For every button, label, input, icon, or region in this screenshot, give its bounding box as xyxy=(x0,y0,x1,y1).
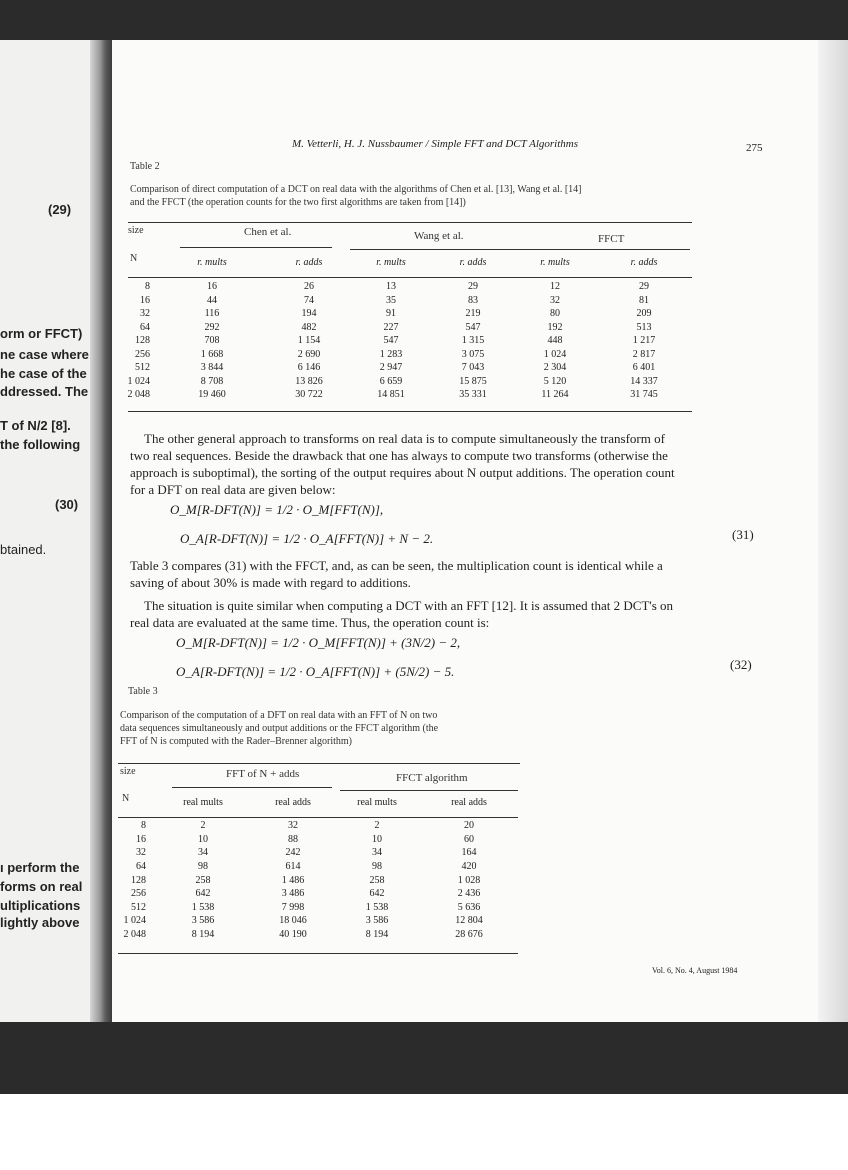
table-row xyxy=(120,280,692,294)
table2-cell: 2 690 xyxy=(297,348,321,360)
table2-cell: 547 xyxy=(465,321,481,333)
table3-size-label: size xyxy=(120,766,136,777)
table3-cell: 642 xyxy=(369,888,385,900)
table2-cell: 6 659 xyxy=(379,375,403,387)
table3-cell: 2 048 xyxy=(123,929,146,941)
left-fragment: forms on real xyxy=(0,879,83,894)
table3-group-ffct: FFCT algorithm xyxy=(396,772,468,784)
table3-cell: 8 194 xyxy=(191,929,215,941)
table2-cell: 64 xyxy=(140,321,150,333)
table3-cell: 10 xyxy=(198,833,208,845)
table3-n-label: N xyxy=(122,793,130,804)
table3-subheader-row xyxy=(114,792,518,812)
table2-cell: 1 024 xyxy=(127,375,150,387)
table3-cell: 2 436 xyxy=(457,888,481,900)
table2-cell: 6 146 xyxy=(297,362,321,374)
table3-group-rule xyxy=(172,787,332,788)
table3-cell: 2 xyxy=(374,820,380,832)
table3-cell: 34 xyxy=(198,847,208,859)
table2-cell: 32 xyxy=(140,308,150,320)
table2-cell: 44 xyxy=(207,294,217,306)
table2-subheader: r. mults xyxy=(197,256,227,268)
table2-subheader: r. mults xyxy=(376,256,406,268)
table2-cell: 708 xyxy=(204,335,220,347)
table2-cell: 7 043 xyxy=(461,362,485,374)
left-fragment: he case of the xyxy=(0,366,87,381)
table2-cell: 3 075 xyxy=(461,348,485,360)
table3-subheader: real adds xyxy=(275,796,311,808)
equation-32-line2: O_A[R-DFT(N)] = 1/2 · O_A[FFT(N)] + (5N/2) − 5. xyxy=(176,664,455,679)
table2-cell: 81 xyxy=(639,294,649,306)
equation-31-line2: O_A[R-DFT(N)] = 1/2 · O_A[FFT(N)] + N − 2. xyxy=(180,531,434,546)
body-paragraph-3 xyxy=(130,597,673,631)
table2-cell: 192 xyxy=(547,321,563,333)
table2-subheader: r. adds xyxy=(295,256,323,268)
table2-group-ffct: FFCT xyxy=(598,233,625,245)
table2-cell: 2 304 xyxy=(543,362,567,374)
table3-cell: 1 538 xyxy=(365,901,389,913)
table2-cell: 2 048 xyxy=(127,389,150,401)
table2-cell: 227 xyxy=(383,321,399,333)
table2-size-label: size xyxy=(128,225,144,236)
table2-group-rule xyxy=(180,247,332,248)
left-fragment: orm or FFCT) xyxy=(0,326,83,341)
table2-cell: 2 817 xyxy=(632,348,656,360)
table2-subheader-row xyxy=(120,252,692,272)
table2-subheader: r. adds xyxy=(459,256,487,268)
table2-subheader: r. mults xyxy=(540,256,570,268)
left-fragment: ne case where xyxy=(0,347,89,362)
left-fragment: lightly above xyxy=(0,915,80,930)
table3-cell: 614 xyxy=(285,861,301,873)
table3-cell: 642 xyxy=(195,888,211,900)
body-paragraph-1 xyxy=(130,430,675,498)
table2-cell: 209 xyxy=(636,308,652,320)
table3-cell: 32 xyxy=(288,820,298,832)
left-fragment: (30) xyxy=(55,497,79,512)
table3-subheader: real mults xyxy=(183,796,223,808)
table3-cell: 8 194 xyxy=(365,929,389,941)
table2-cell: 8 xyxy=(145,281,150,293)
table3-cell: 258 xyxy=(195,874,211,886)
table3-label: Table 3 xyxy=(128,686,158,697)
table3-group-fft: FFT of N + adds xyxy=(226,768,300,780)
table3-cell: 7 998 xyxy=(281,901,305,913)
table-row xyxy=(120,321,692,335)
table2-cell: 14 851 xyxy=(377,389,405,401)
table2-cell: 194 xyxy=(301,308,317,320)
table3-subheader: real mults xyxy=(357,796,397,808)
table2-caption-line1: Comparison of direct computation of a DCT on real data with the algorithms of Chen et al. [13], Wang et al. [14] xyxy=(130,184,582,195)
table2-cell: 16 xyxy=(207,281,217,293)
table2-top-rule xyxy=(128,222,692,223)
table3-cell: 10 xyxy=(372,833,382,845)
table2-cell: 12 xyxy=(550,281,560,293)
table3-cell: 60 xyxy=(464,833,474,845)
table-row xyxy=(114,860,518,874)
table3-cell: 1 486 xyxy=(281,874,305,886)
table2-group-wang: Wang et al. xyxy=(414,230,464,242)
equation-31-number: (31) xyxy=(732,527,754,542)
table2-cell: 16 xyxy=(140,294,150,306)
table3-caption-line2: data sequences simultaneously and output additions or the FFCT algorithm (the xyxy=(120,723,439,734)
table3-cell: 256 xyxy=(131,888,146,900)
scan-top-border xyxy=(0,0,848,40)
paragraph-line: Table 3 compares (31) with the FFCT, and, as can be seen, the multiplication count is identical while a xyxy=(130,558,663,573)
table2-cell: 512 xyxy=(135,362,150,374)
table2-cell: 128 xyxy=(135,335,150,347)
table2-cell: 547 xyxy=(383,335,399,347)
table-row xyxy=(114,914,518,928)
table2-cell: 1 315 xyxy=(461,335,485,347)
table3-caption-line3: FFT of N is computed with the Rader–Brenner algorithm) xyxy=(120,736,352,747)
table2-label: Table 2 xyxy=(130,161,160,172)
table-row xyxy=(114,833,518,847)
paragraph-line: The other general approach to transforms on real data is to compute simultaneously the transform of xyxy=(144,431,665,446)
table3-group-rule xyxy=(340,790,518,791)
table3-cell: 12 804 xyxy=(455,915,483,927)
table-row xyxy=(120,388,692,402)
table3-cell: 3 486 xyxy=(281,888,305,900)
table3-cell: 242 xyxy=(285,847,301,859)
table2-n-label: N xyxy=(130,253,138,264)
table2-cell: 11 264 xyxy=(541,389,569,401)
table3-cell: 258 xyxy=(369,874,385,886)
table2-cell: 35 xyxy=(386,294,396,306)
table2-cell: 513 xyxy=(636,321,652,333)
table3-cell: 1 028 xyxy=(457,874,481,886)
table-row xyxy=(120,348,692,362)
left-fragment: ı perform the xyxy=(0,860,80,875)
table2-cell: 2 947 xyxy=(379,362,403,374)
table2-cell: 91 xyxy=(386,308,396,320)
table2-cell: 26 xyxy=(304,281,314,293)
table2-cell: 15 875 xyxy=(459,375,487,387)
paragraph-line: saving of about 30% is made with regard to additions. xyxy=(130,575,411,590)
book-gutter-shadow xyxy=(90,40,112,1030)
paragraph-line: real data are evaluated at the same time. Thus, the operation count is: xyxy=(130,615,490,630)
table2-cell: 1 217 xyxy=(632,335,656,347)
table2-cell: 19 460 xyxy=(198,389,226,401)
table2-cell: 1 154 xyxy=(297,335,321,347)
table2-cell: 482 xyxy=(301,321,317,333)
table3-cell: 16 xyxy=(136,833,146,845)
table2-cell: 292 xyxy=(204,321,220,333)
equation-32-line1: O_M[R-DFT(N)] = 1/2 · O_M[FFT(N)] + (3N/2) − 2, xyxy=(176,635,461,650)
table3-cell: 88 xyxy=(288,833,298,845)
table2-cell: 13 xyxy=(386,281,396,293)
left-fragment: ultiplications xyxy=(0,898,81,913)
page-edge xyxy=(818,40,848,1030)
left-fragment: btained. xyxy=(0,542,47,557)
table-row xyxy=(114,887,518,901)
running-head: M. Vetterli, H. J. Nussbaumer / Simple FFT and DCT Algorithms xyxy=(292,138,579,150)
table3-cell: 512 xyxy=(131,901,146,913)
table3-cell: 98 xyxy=(372,861,382,873)
left-fragment: (29) xyxy=(48,202,72,217)
paragraph-line: approach is suboptimal), the sorting of the output requires about N output additions. The operation count xyxy=(130,465,675,480)
table-row xyxy=(114,819,518,833)
table2-cell: 14 337 xyxy=(630,375,658,387)
table2-cell: 30 722 xyxy=(295,389,323,401)
table2-cell: 1 668 xyxy=(200,348,224,360)
table2-cell: 13 826 xyxy=(295,375,323,387)
table2-cell: 219 xyxy=(465,308,481,320)
paragraph-line: The situation is quite similar when computing a DCT with an FFT [12]. It is assumed that 2 DCT's on xyxy=(144,598,674,613)
table3-cell: 28 676 xyxy=(455,929,483,941)
table3-cell: 164 xyxy=(461,847,477,859)
body-paragraph-2 xyxy=(130,557,663,591)
journal-footer: Vol. 6, No. 4, August 1984 xyxy=(652,966,738,975)
table3-bottom-rule xyxy=(118,953,518,954)
paragraph-line: two real sequences. Beside the drawback that one has always to compute two transforms (otherwise the xyxy=(130,448,668,463)
table2-cell: 116 xyxy=(204,308,220,320)
table-row xyxy=(114,873,518,887)
table2-cell: 74 xyxy=(304,294,314,306)
table3-cell: 420 xyxy=(461,861,477,873)
equation-31-line1: O_M[R-DFT(N)] = 1/2 · O_M[FFT(N)], xyxy=(170,502,384,517)
table2-cell: 35 331 xyxy=(459,389,487,401)
left-fragment: ddressed. The xyxy=(0,384,89,399)
table-row xyxy=(114,901,518,915)
table3-cell: 8 xyxy=(141,820,146,832)
table-row xyxy=(120,334,692,348)
table2-caption-line2: and the FFCT (the operation counts for the two first algorithms are taken from [14]) xyxy=(130,197,466,208)
table2-cell: 3 844 xyxy=(200,362,224,374)
table3-cell: 1 024 xyxy=(123,915,146,927)
page-number: 275 xyxy=(746,142,763,154)
table2-subheader: r. adds xyxy=(630,256,658,268)
left-fragment: T of N/2 [8]. xyxy=(0,418,71,433)
table2-cell: 448 xyxy=(547,335,563,347)
table3-cell: 34 xyxy=(372,847,382,859)
left-fragment: the following xyxy=(0,437,81,452)
table3-cell: 98 xyxy=(198,861,208,873)
table2-bottom-rule xyxy=(128,411,692,412)
table2-group-rule xyxy=(350,249,690,250)
table3-cell: 3 586 xyxy=(191,915,215,927)
table2-cell: 1 024 xyxy=(543,348,567,360)
table2-cell: 256 xyxy=(135,348,150,360)
table3-cell: 32 xyxy=(136,847,146,859)
table2-cell: 80 xyxy=(550,308,560,320)
table-row xyxy=(114,928,518,942)
table2-group-chen: Chen et al. xyxy=(244,226,292,238)
table3-subheader: real adds xyxy=(451,796,487,808)
table3-cell: 64 xyxy=(136,861,146,873)
equation-32-number: (32) xyxy=(730,657,752,672)
table3-cell: 40 190 xyxy=(279,929,307,941)
table-row xyxy=(114,846,518,860)
table3-top-rule xyxy=(118,763,520,764)
table3 xyxy=(114,792,518,941)
table2-cell: 6 401 xyxy=(632,362,656,374)
table-row xyxy=(120,294,692,308)
table2-cell: 29 xyxy=(639,281,649,293)
table-row xyxy=(120,307,692,321)
table3-cell: 3 586 xyxy=(365,915,389,927)
scan-bottom-border xyxy=(0,1022,848,1094)
table3-cell: 20 xyxy=(464,820,474,832)
table2-cell: 32 xyxy=(550,294,560,306)
table2-cell: 83 xyxy=(468,294,478,306)
table2-cell: 29 xyxy=(468,281,478,293)
table2 xyxy=(120,252,692,402)
table2-cell: 5 120 xyxy=(543,375,567,387)
table2-cell: 8 708 xyxy=(200,375,224,387)
table3-cell: 18 046 xyxy=(279,915,307,927)
table3-cell: 128 xyxy=(131,874,146,886)
table3-caption-line1: Comparison of the computation of a DFT on real data with an FFT of N on two xyxy=(120,710,438,721)
table-row xyxy=(120,375,692,389)
table3-cell: 2 xyxy=(200,820,206,832)
table2-cell: 1 283 xyxy=(379,348,403,360)
paragraph-line: for a DFT on real data are given below: xyxy=(130,482,336,497)
table2-cell: 31 745 xyxy=(630,389,658,401)
table3-cell: 5 636 xyxy=(457,901,481,913)
table3-cell: 1 538 xyxy=(191,901,215,913)
table-row xyxy=(120,361,692,375)
